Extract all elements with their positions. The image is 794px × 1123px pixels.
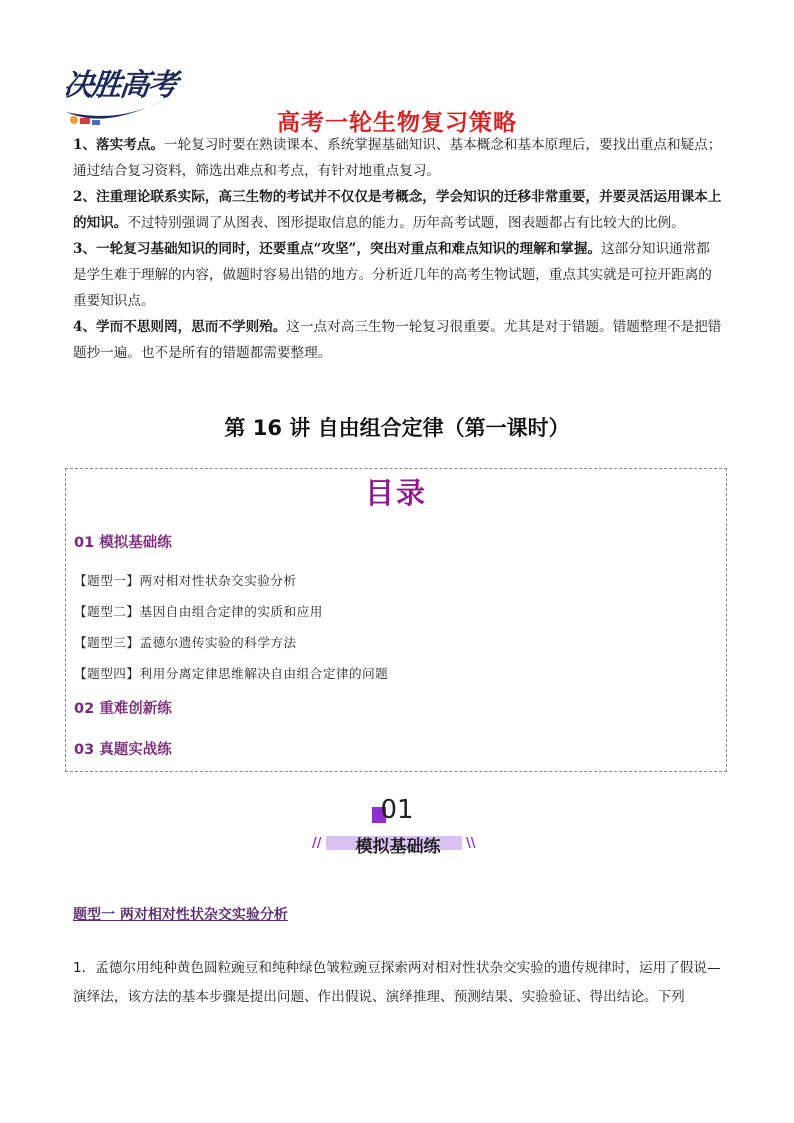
page-title: 高考一轮生物复习策略: [277, 110, 517, 136]
section-banner: [312, 832, 476, 857]
question-text: 1．孟德尔用纯种黄色圆粒豌豆和纯种绿色皱粒豌豆探索两对相对性状杂交实验的遗传规律时，运用了假说—演绎法，该方法的基本步骤是提出问题、作出假说、演绎推理、预测结果、实验验证、得出结论。下列: [73, 960, 721, 1005]
banner-right-mark: \\: [466, 836, 476, 851]
toc-item[interactable]: 【题型一】两对相对性状杂交实验分析: [74, 573, 297, 588]
section-number: 01: [380, 795, 414, 825]
logo-text: 决胜高考: [61, 68, 178, 103]
strategy-list: [73, 132, 723, 366]
strategy-item: 4、学而不思则罔，思而不学则殆。这一点对高三生物一轮复习很重要。尤其是对于错题。错题整理不是把错题抄一遍。也不是所有的错题都需要整理。: [73, 319, 722, 361]
toc-item[interactable]: 【题型二】基因自由组合定律的实质和应用: [74, 604, 323, 619]
toc-item[interactable]: 【题型三】孟德尔遗传实验的科学方法: [74, 635, 297, 650]
strategy-item: 2、注重理论联系实际，高三生物的考试并不仅仅是考概念，学会知识的迁移非常重要，并要灵活运用课本上的知识。不过特别强调了从图表、图形提取信息的能力。历年高考试题，图表题都占有比较大的比例。: [73, 189, 722, 231]
banner-left-mark: //: [312, 836, 322, 851]
toc-section-2[interactable]: 02 重难创新练: [74, 701, 172, 717]
toc-heading: 目录: [364, 476, 427, 510]
toc-section-1[interactable]: 01 模拟基础练: [74, 535, 172, 551]
question-type-heading: 题型一 两对相对性状杂交实验分析: [73, 907, 288, 923]
table-of-contents: [65, 468, 727, 772]
lecture-title: 第 16 讲 自由组合定律（第一课时）: [224, 416, 570, 440]
toc-item[interactable]: 【题型四】利用分离定律思维解决自由组合定律的问题: [74, 666, 389, 681]
strategy-item: 3、一轮复习基础知识的同时，还要重点“攻坚”，突出对重点和难点知识的理解和掌握。这部分知识通常都是学生难于理解的内容，做题时容易出错的地方。分析近几年的高考生物试题，重点其实就是可拉开距离的重要知识点。: [73, 241, 712, 309]
toc-section-3[interactable]: 03 真题实战练: [74, 742, 172, 758]
section-title: 模拟基础练: [355, 837, 441, 857]
strategy-item: 1、落实考点。一轮复习时要在熟读课本、系统掌握基础知识、基本概念和基本原理后，要找出重点和疑点；通过结合复习资料，筛选出难点和考点，有针对地重点复习。: [73, 137, 722, 179]
